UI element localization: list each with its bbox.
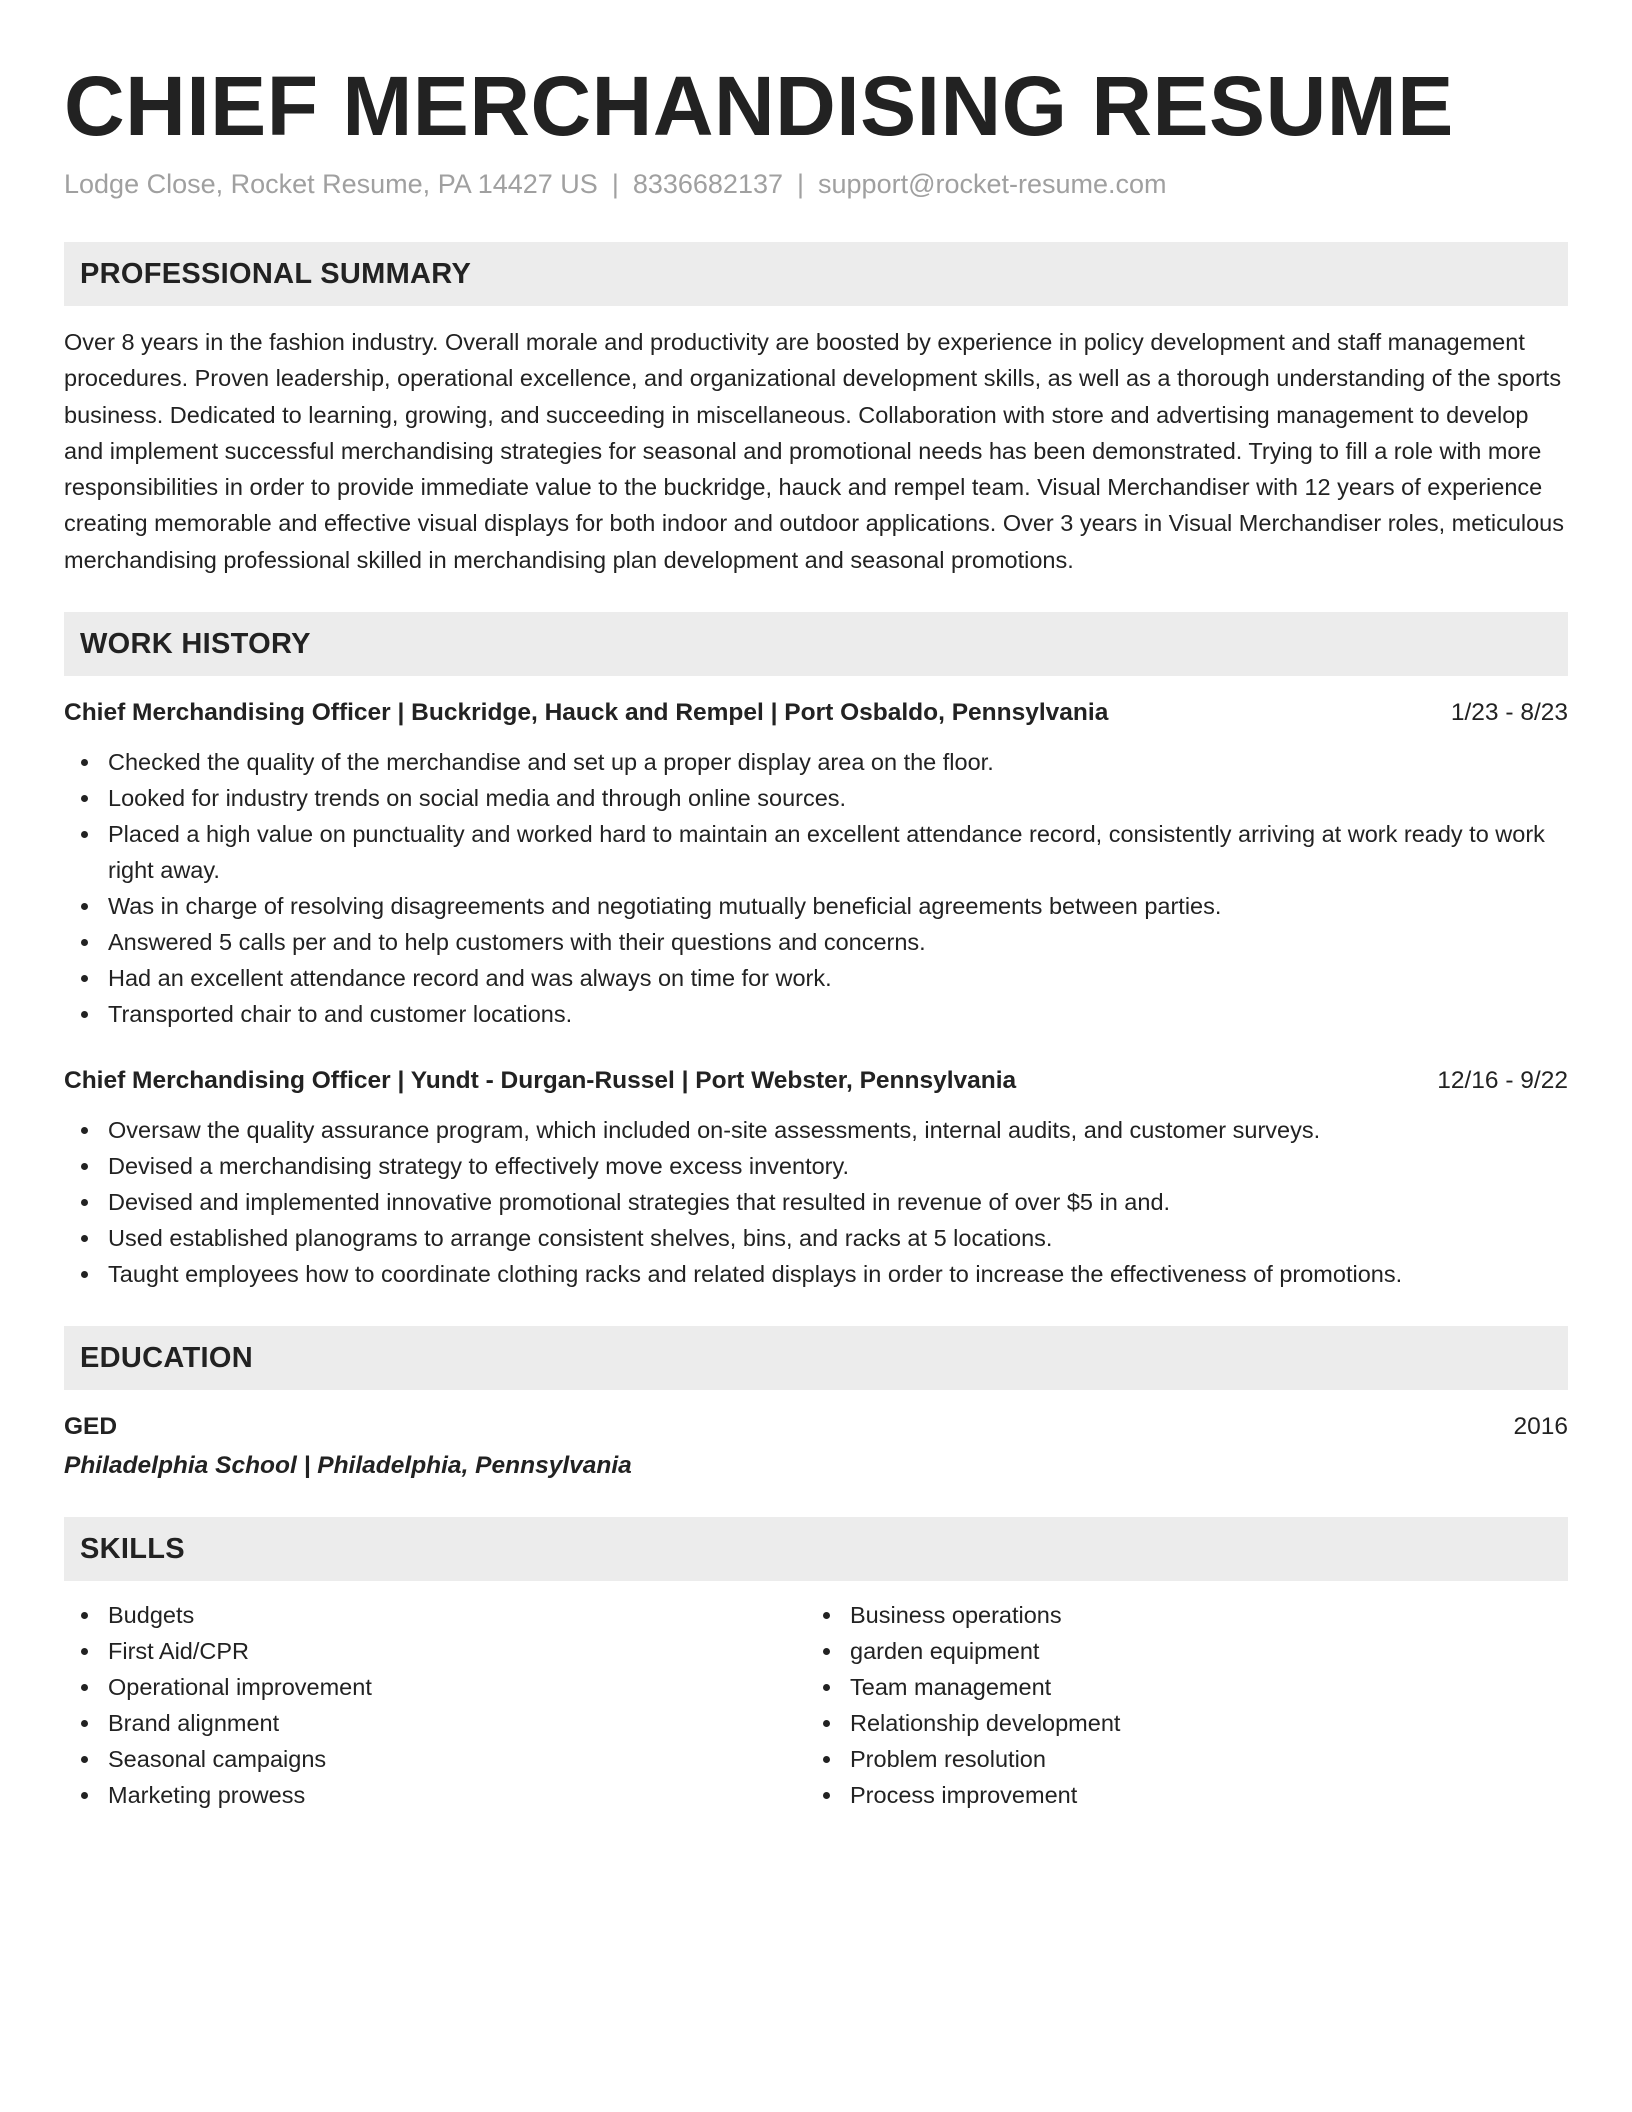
skill-item: Process improvement xyxy=(806,1777,1548,1813)
education-heading: EDUCATION xyxy=(64,1326,1568,1390)
resume-page xyxy=(64,0,1568,1813)
work-history-heading: WORK HISTORY xyxy=(64,612,1568,676)
job-bullet: Looked for industry trends on social media and through online sources. xyxy=(64,780,1568,816)
summary-heading: PROFESSIONAL SUMMARY xyxy=(64,242,1568,306)
skill-item: Business operations xyxy=(806,1597,1548,1633)
job-header xyxy=(64,696,1568,730)
job-entry xyxy=(64,1064,1568,1292)
skills-column-left xyxy=(64,1597,806,1813)
contact-separator: | xyxy=(611,169,619,199)
summary-text: Over 8 years in the fashion industry. Overall morale and productivity are boosted by experience in policy development and staff management procedures. Proven leadership, operational excellence, and organizational development skills, as well as a thorough understanding of the sports business. Dedicated to learning, growing, and succeeding in miscellaneous. Collaboration with store and advertising management to develop and implement successful merchandising strategies for seasonal and promotional needs has been demonstrated. Trying to fill a role with more responsibilities in order to provide immediate value to the buckridge, hauck and rempel team. Visual Merchandiser with 12 years of experience creating memorable and effective visual displays for both indoor and outdoor applications. Over 3 years in Visual Merchandiser roles, meticulous merchandising professional skilled in merchandising plan development and seasonal promotions. xyxy=(64,329,1565,573)
job-bullets xyxy=(64,1112,1568,1292)
education-year: 2016 xyxy=(1513,1413,1568,1441)
job-header xyxy=(64,1064,1568,1098)
education-header xyxy=(64,1410,1568,1444)
skill-item: Team management xyxy=(806,1669,1548,1705)
job-bullets xyxy=(64,744,1568,1032)
skill-item: garden equipment xyxy=(806,1633,1548,1669)
job-bullet: Placed a high value on punctuality and worked hard to maintain an excellent attendance record, consistently arriving at work ready to work right away. xyxy=(64,816,1568,888)
job-bullet: Was in charge of resolving disagreements and negotiating mutually beneficial agreements between parties. xyxy=(64,888,1568,924)
contact-address: Lodge Close, Rocket Resume, PA 14427 US xyxy=(64,169,598,199)
skill-item: Seasonal campaigns xyxy=(64,1741,806,1777)
skills-column-right xyxy=(806,1597,1548,1813)
job-bullet: Used established planograms to arrange consistent shelves, bins, and racks at 5 locations. xyxy=(64,1220,1568,1256)
skill-item: Brand alignment xyxy=(64,1705,806,1741)
contact-separator: | xyxy=(797,169,805,199)
contact-phone: 8336682137 xyxy=(632,169,783,199)
skills-list xyxy=(64,1597,1568,1813)
job-dates: 12/16 - 9/22 xyxy=(1437,1067,1568,1095)
job-dates: 1/23 - 8/23 xyxy=(1450,699,1568,727)
education-degree: GED xyxy=(64,1413,118,1441)
job-title: Chief Merchandising Officer | Yundt - Durgan-Russel | Port Webster, Pennsylvania xyxy=(64,1067,1017,1095)
education-school: Philadelphia School | Philadelphia, Pennsylvania xyxy=(64,1452,632,1480)
job-bullet: Checked the quality of the merchandise and set up a proper display area on the floor. xyxy=(64,744,1568,780)
skill-item: Operational improvement xyxy=(64,1669,806,1705)
job-bullet: Answered 5 calls per and to help customers with their questions and concerns. xyxy=(64,924,1568,960)
job-bullet: Had an excellent attendance record and was always on time for work. xyxy=(64,960,1568,996)
skill-item: Relationship development xyxy=(806,1705,1548,1741)
job-entry xyxy=(64,696,1568,1032)
skill-item: First Aid/CPR xyxy=(64,1633,806,1669)
contact-email: support@rocket-resume.com xyxy=(818,169,1167,199)
job-bullet: Transported chair to and customer locations. xyxy=(64,996,1568,1032)
education-entry xyxy=(64,1410,1568,1483)
skill-item: Problem resolution xyxy=(806,1741,1548,1777)
contact-line xyxy=(64,166,1568,202)
job-bullet: Devised a merchandising strategy to effectively move excess inventory. xyxy=(64,1148,1568,1184)
resume-title: CHIEF MERCHANDISING RESUME xyxy=(64,59,1454,153)
skill-item: Marketing prowess xyxy=(64,1777,806,1813)
job-title: Chief Merchandising Officer | Buckridge, Hauck and Rempel | Port Osbaldo, Pennsylvania xyxy=(64,699,1109,727)
skills-heading: SKILLS xyxy=(64,1517,1568,1581)
job-bullet: Oversaw the quality assurance program, which included on-site assessments, internal audits, and customer surveys. xyxy=(64,1112,1568,1148)
job-bullet: Devised and implemented innovative promotional strategies that resulted in revenue of over $5 in and. xyxy=(64,1184,1568,1220)
job-bullet: Taught employees how to coordinate clothing racks and related displays in order to increase the effectiveness of promotions. xyxy=(64,1256,1568,1292)
skill-item: Budgets xyxy=(64,1597,806,1633)
